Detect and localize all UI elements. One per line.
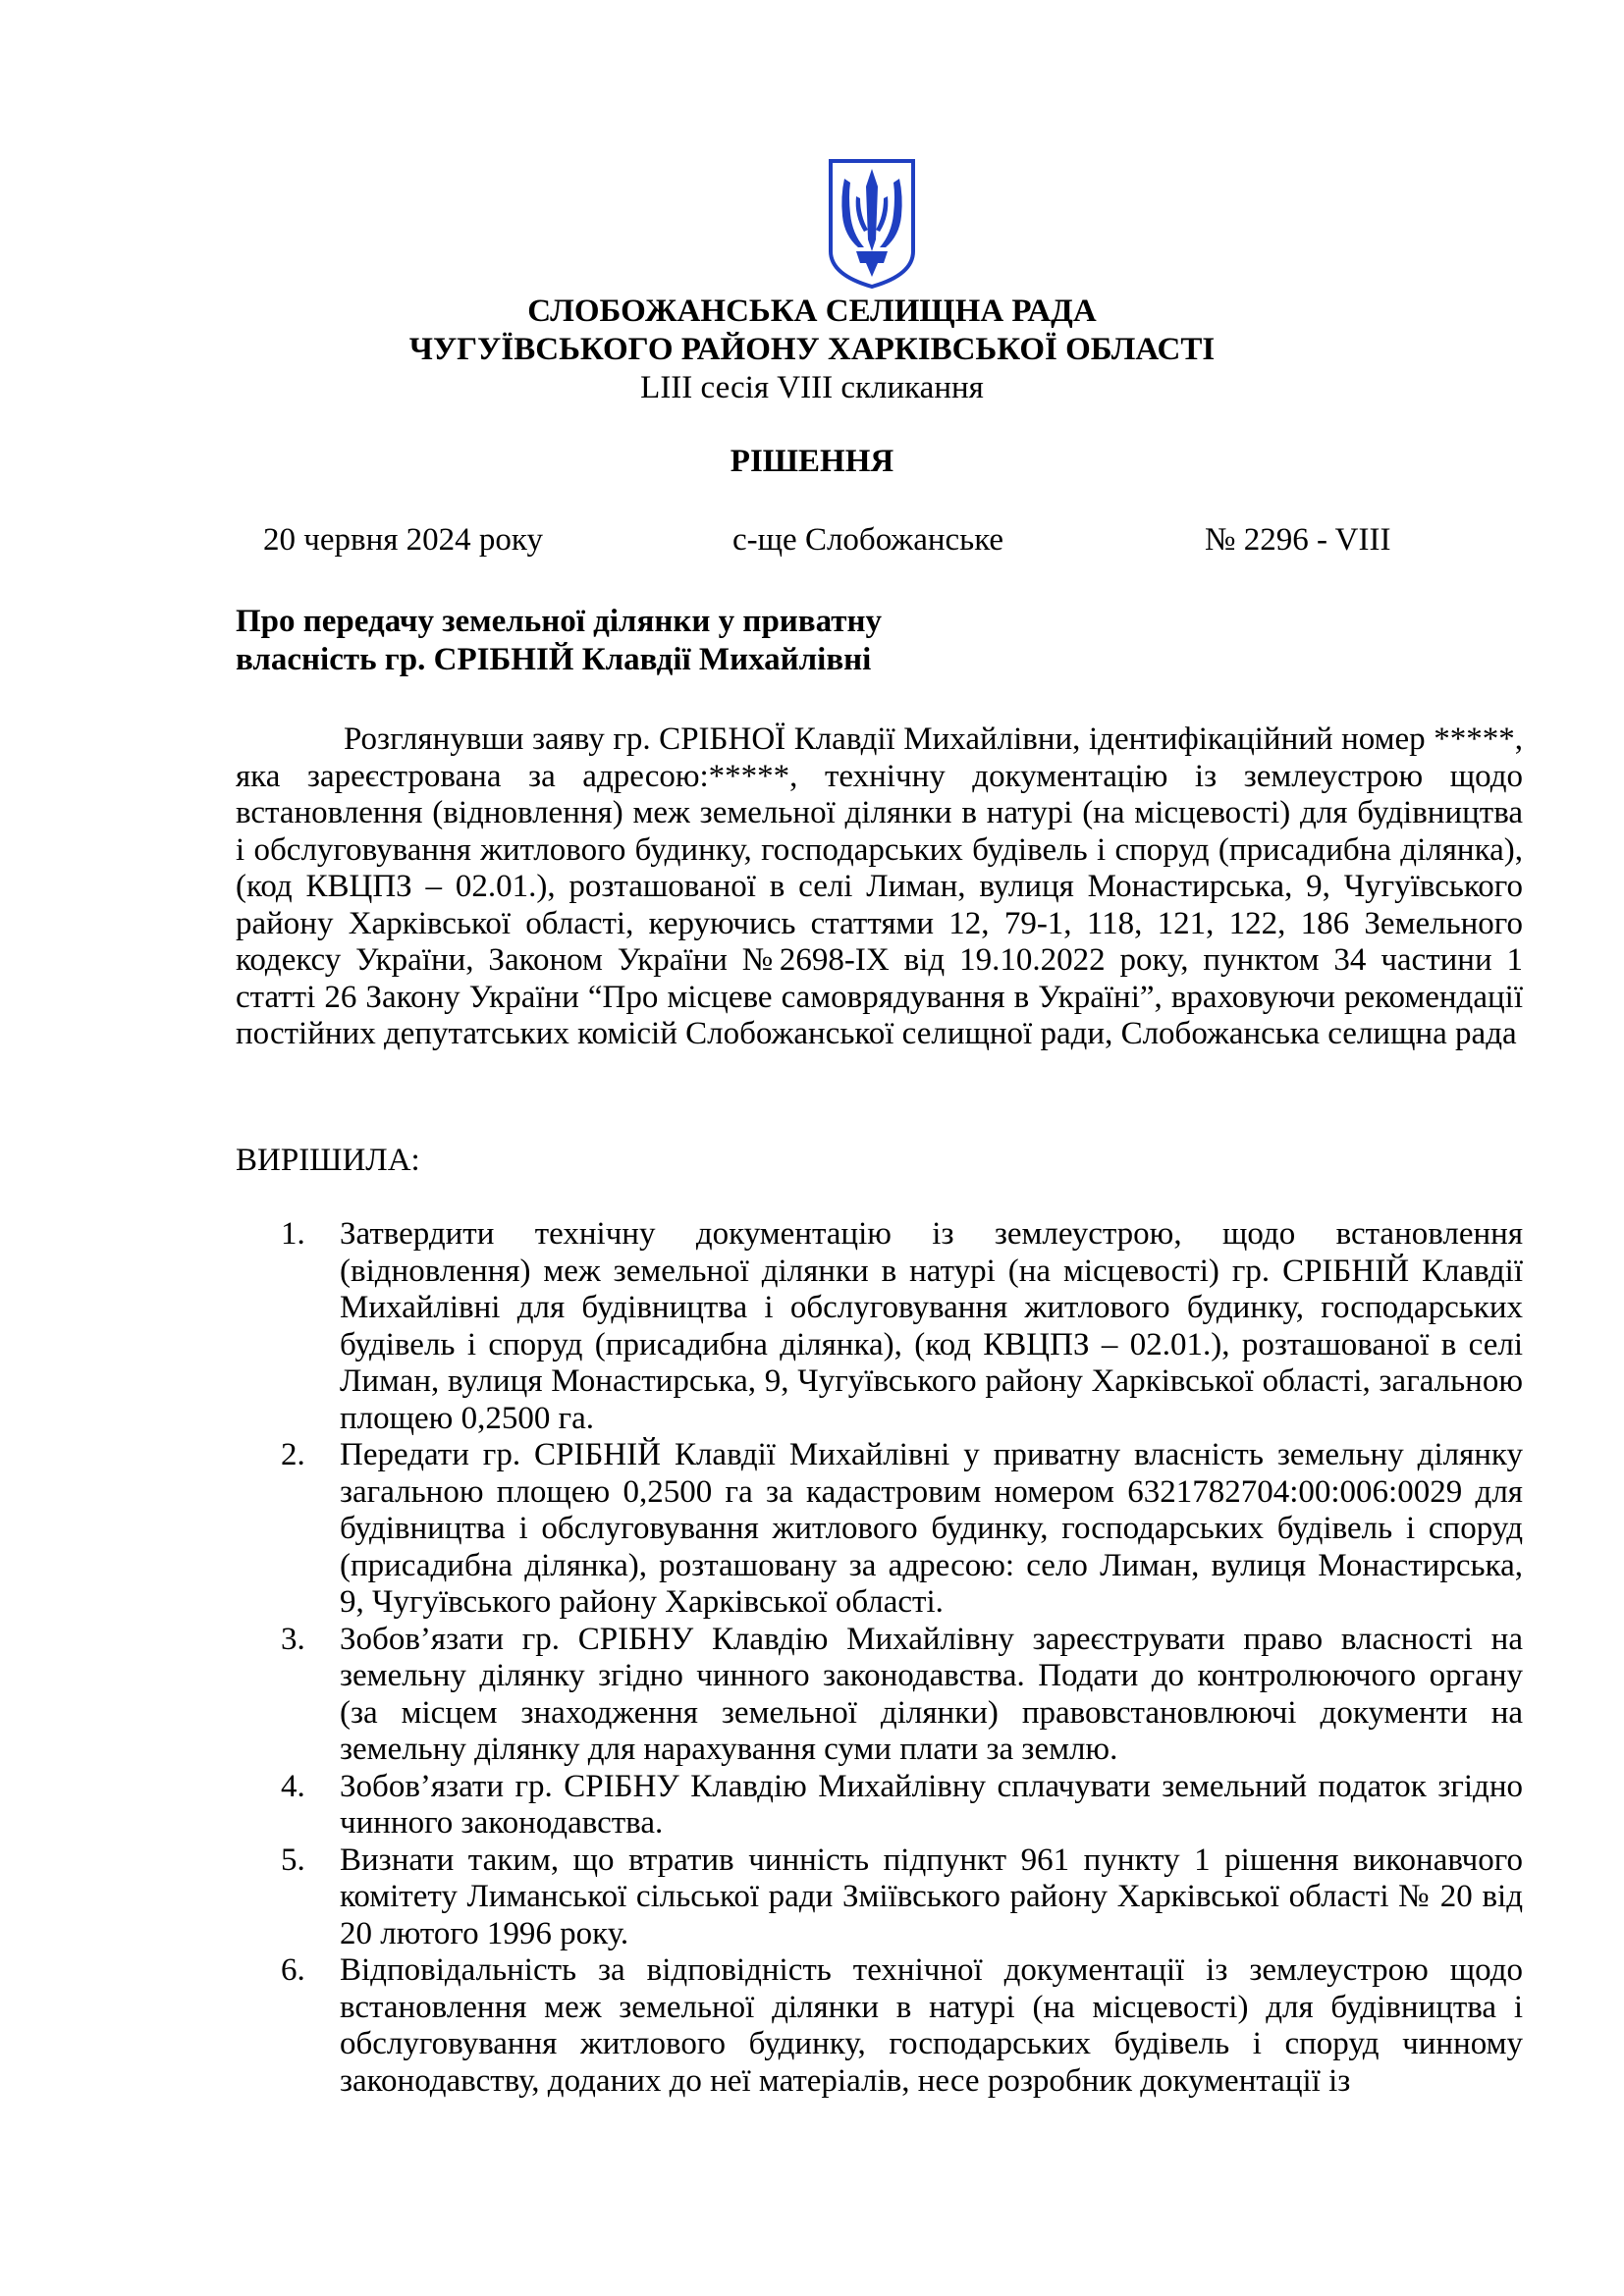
session-info: LIII сесія VIII скликання [640,370,984,405]
resolved-label: ВИРІШИЛА: [236,1143,420,1178]
preamble-paragraph: Розглянувши заяву гр. СРІБНОЇ Клавдії Михайлівни, ідентифікаційний номер *****, яка зареєстрована за адресою:*****, технічну документацію із землеустрою щодо встановлення (відновлення) меж земельної ділянки в натурі (на місцевості) для будівництва і обслуговування житлового будинку, господарських будівель і споруд (присадибна ділянка), (код КВЦПЗ – 02.01.), розташованої в селі Лиман, вулиця Монастирська, 9, Чугуївського району Харківської області, керуючись статтями 12, 79-1, 118, 121, 122, 186 Земельного кодексу України, Законом України №2698-IX від 19.10.2022 року, пунктом 34 частини 1 статті 26 Закону України “Про місцеве самоврядування в Україні”, враховуючи рекомендації постійних депутатських комісій Слобожанської селищної ради, Слобожанська селищна рада [236,721,1523,1051]
decision-number: № 2296 - VIII [1205,522,1391,558]
item-number: 4. [281,1768,305,1804]
item-number: 5. [281,1842,305,1878]
decision-date: 20 червня 2024 року [263,522,543,558]
subject-line-1: Про передачу земельної ділянки у приватну [236,604,883,639]
item-number: 3. [281,1621,305,1657]
decision-item [236,1437,1523,1622]
item-number: 6. [281,1952,305,1988]
trident-emblem-icon [827,157,917,291]
decision-subject [236,603,1119,679]
council-header [0,293,1624,407]
decision-item [236,1952,1523,2100]
decision-item [236,1769,1523,1842]
decision-item [236,1216,1523,1437]
decision-place: с-ще Слобожанське [732,522,1004,558]
item-text: Визнати таким, що втратив чинність підпункт 961 пункту 1 рішення виконавчого комітету Лиманської сільської ради Зміївського району Харківської області № 20 від 20 лютого 1996 року. [340,1842,1523,1951]
item-text: Зобов’язати гр. СРІБНУ Клавдію Михайлівну зареєструвати право власності на земельну ділянку згідно чинного законодавства. Подати до контролюючого органу (за місцем знаходження земельної ділянки) правовстановлюючі документи на земельну ділянку для нарахування суми плати за землю. [340,1621,1523,1767]
item-text: Затвердити технічну документацію із землеустрою, щодо встановлення (відновлення) меж земельної ділянки в натурі (на місцевості) гр. СРІБНІЙ Клавдії Михайлівні для будівництва і обслуговування житлового будинку, господарських будівель і споруд (присадибна ділянка), (код КВЦПЗ – 02.01.), розташованої в селі Лиман, вулиця Монастирська, 9, Чугуївського району Харківської області, загальною площею 0,2500 га. [340,1216,1523,1436]
subject-line-2: власність гр. СРІБНІЙ Клавдії Михайлівні [236,642,872,677]
document-title: РІШЕННЯ [730,444,894,479]
item-text: Зобов’язати гр. СРІБНУ Клавдію Михайлівну сплачувати земельний податок згідно чинного законодавства. [340,1768,1523,1841]
item-text: Передати гр. СРІБНІЙ Клавдії Михайлівні у приватну власність земельну ділянку загальною площею 0,2500 га за кадастровим номером 6321782704:00:006:0029 для будівництва і обслуговування житлового будинку, господарських будівель і споруд (присадибна ділянка), розташовану за адресою: село Лиман, вулиця Монастирська, 9, Чугуївського району Харківської області. [340,1437,1523,1620]
decision-item [236,1622,1523,1769]
decision-items [236,1216,1523,2100]
item-number: 2. [281,1437,305,1472]
item-number: 1. [281,1216,305,1252]
council-district: ЧУГУЇВСЬКОГО РАЙОНУ ХАРКІВСЬКОЇ ОБЛАСТІ [408,332,1216,367]
item-text: Відповідальність за відповідність технічної документації із землеустрою щодо встановлення меж земельної ділянки в натурі (на місцевості) для будівництва і обслуговування житлового будинку, господарських будівель і споруд чинному законодавству, доданих до неї матеріалів, несе розробник документації із [340,1952,1523,2099]
council-name: СЛОБОЖАНСЬКА СЕЛИЩНА РАДА [527,294,1097,329]
decision-item [236,1842,1523,1953]
